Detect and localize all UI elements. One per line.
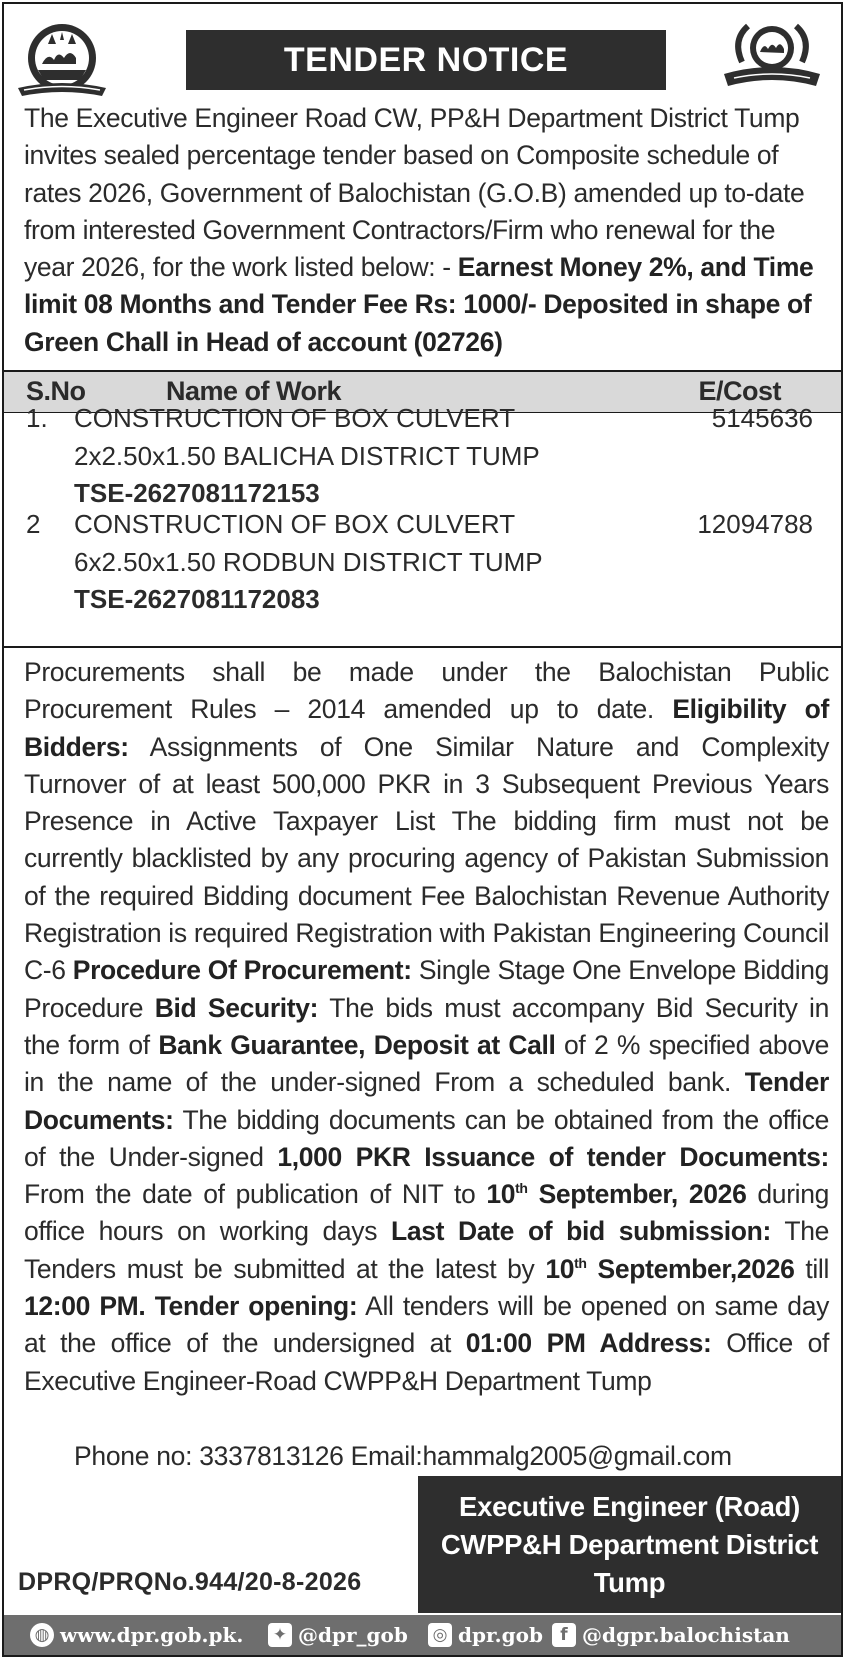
footer-instagram[interactable] bbox=[428, 1623, 543, 1647]
row-cost: 5145636 bbox=[711, 403, 813, 433]
intro-terms: Earnest Money 2%, and Time limit 08 Months and Tender Fee Rs: 1000/- Deposited in shape of Green Chall in Head of account (02726) bbox=[24, 252, 814, 357]
contact-line: Phone no: 3337813126 Email:hammalg2005@gmail.com bbox=[74, 1441, 732, 1471]
body-date bbox=[486, 1179, 746, 1209]
body-text: Assignments of One Similar Nature and Complexity Turnover of at least 500,000 PKR in 3 Subsequent Previous Years Presence in Active Taxpayer List The bidding firm must not be currently blacklisted by any procuring agency of Pakistan Submission of the required Bidding document Fee Balochistan Revenue Authority Registration is required Registration with Pakistan Engineering Council C-6 bbox=[24, 731, 829, 986]
page-title: TENDER NOTICE bbox=[186, 30, 666, 90]
body-text: The Tenders must be submitted at the latest by bbox=[24, 1216, 830, 1284]
header-ecost: E/Cost bbox=[698, 376, 781, 406]
row-tse: TSE-2627081172083 bbox=[74, 584, 320, 614]
department-emblem-icon bbox=[720, 18, 824, 98]
row-work-line2: 2x2.50x1.50 BALICHA DISTRICT TUMP bbox=[74, 440, 540, 471]
globe-icon: ◍ bbox=[30, 1623, 54, 1647]
signature-line3: Tump bbox=[593, 1567, 666, 1598]
balochistan-emblem-icon bbox=[14, 18, 110, 104]
date-suffix: th bbox=[515, 1180, 528, 1197]
date-day: 10 bbox=[486, 1179, 516, 1210]
signature-line1: Executive Engineer (Road) bbox=[459, 1491, 800, 1522]
footer-bar bbox=[4, 1615, 841, 1655]
row-work-line1: CONSTRUCTION OF BOX CULVERT bbox=[74, 509, 516, 539]
date-day: 10 bbox=[545, 1253, 575, 1284]
body-text: Procurements shall be made under the Balochistan Public Procurement Rules – 2014 amended up to date. bbox=[24, 657, 829, 725]
footer-twitter[interactable] bbox=[268, 1623, 408, 1647]
body-heading: Tender Documents: bbox=[24, 1067, 829, 1135]
body-text: till bbox=[794, 1253, 830, 1284]
tender-notice bbox=[2, 2, 843, 1657]
body-heading: Last Date of bid submission: bbox=[391, 1216, 771, 1247]
date-month-year: September, 2026 bbox=[527, 1179, 747, 1210]
body-heading: 1,000 PKR Issuance of tender Documents: bbox=[277, 1141, 829, 1172]
body-heading: 01:00 PM Address: bbox=[465, 1328, 712, 1359]
twitter-icon: ✦ bbox=[268, 1623, 292, 1647]
signature-line2: CWPP&H Department District bbox=[440, 1529, 819, 1560]
website-link[interactable]: www.dpr.gob.pk. bbox=[60, 1623, 244, 1647]
works-table bbox=[4, 370, 841, 648]
body-text: All tenders will be opened on same day at the office of the undersigned at bbox=[24, 1291, 829, 1359]
reference-number: DPRQ/PRQNo.944/20-8-2026 bbox=[18, 1568, 362, 1596]
intro-text: The Executive Engineer Road CW, PP&H Department District Tump invites sealed percentage tender based on Composite schedule of rates 2026, Government of Balochistan (G.O.B) amended up to-date from interested Government Contractors/Firm who renewal for the year 2026, for the work listed below: - bbox=[24, 103, 805, 283]
facebook-icon: f bbox=[552, 1623, 576, 1647]
body-heading: Bid Security: bbox=[154, 992, 319, 1023]
body-text: From the date of publication of NIT to bbox=[24, 1179, 487, 1210]
row-cost: 12094788 bbox=[697, 509, 813, 539]
intro-paragraph bbox=[24, 100, 829, 361]
date-suffix: th bbox=[574, 1254, 587, 1271]
header-name-of-work: Name of Work bbox=[166, 376, 342, 406]
body-date bbox=[545, 1254, 794, 1284]
facebook-handle[interactable]: @dgpr.balochistan bbox=[582, 1623, 790, 1647]
body-text: Office of Executive Engineer-Road CWPP&H Department Tump bbox=[24, 1328, 829, 1396]
row-sno: 1. bbox=[26, 403, 48, 433]
body-heading: Eligibility of Bidders: bbox=[24, 694, 829, 762]
date-month-year: September,2026 bbox=[586, 1253, 795, 1284]
body-text: Single Stage One Envelope Bidding Procedure bbox=[24, 955, 830, 1023]
footer-website[interactable] bbox=[30, 1623, 243, 1647]
row-work-line2: 6x2.50x1.50 RODBUN DISTRICT TUMP bbox=[74, 546, 543, 577]
footer-facebook[interactable] bbox=[552, 1623, 790, 1647]
row-sno: 2 bbox=[26, 509, 41, 539]
row-work-line1: CONSTRUCTION OF BOX CULVERT bbox=[74, 403, 516, 433]
instagram-icon: ◎ bbox=[428, 1623, 452, 1647]
body-text: during office hours on working days bbox=[24, 1179, 829, 1247]
row-tse: TSE-2627081172153 bbox=[74, 478, 320, 508]
instagram-handle[interactable]: dpr.gob bbox=[458, 1623, 543, 1647]
body-heading: 12:00 PM. Tender opening: bbox=[24, 1291, 358, 1322]
body-text: The bidding documents can be obtained from the office of the Under-signed bbox=[24, 1104, 829, 1172]
row-work bbox=[74, 400, 634, 513]
body-heading: Bank Guarantee, Deposit at Call bbox=[158, 1029, 556, 1060]
body-heading: Procedure Of Procurement: bbox=[72, 955, 412, 986]
header-sno: S.No bbox=[26, 376, 86, 406]
conditions-paragraph bbox=[24, 654, 829, 1400]
twitter-handle[interactable]: @dpr_gob bbox=[298, 1623, 408, 1647]
row-work bbox=[74, 506, 634, 619]
body-text: The bids must accompany Bid Security in the form of bbox=[24, 992, 829, 1060]
body-text: of 2 % specified above in the name of the under-signed From a scheduled bank. bbox=[24, 1029, 829, 1098]
signature-block bbox=[418, 1476, 841, 1613]
